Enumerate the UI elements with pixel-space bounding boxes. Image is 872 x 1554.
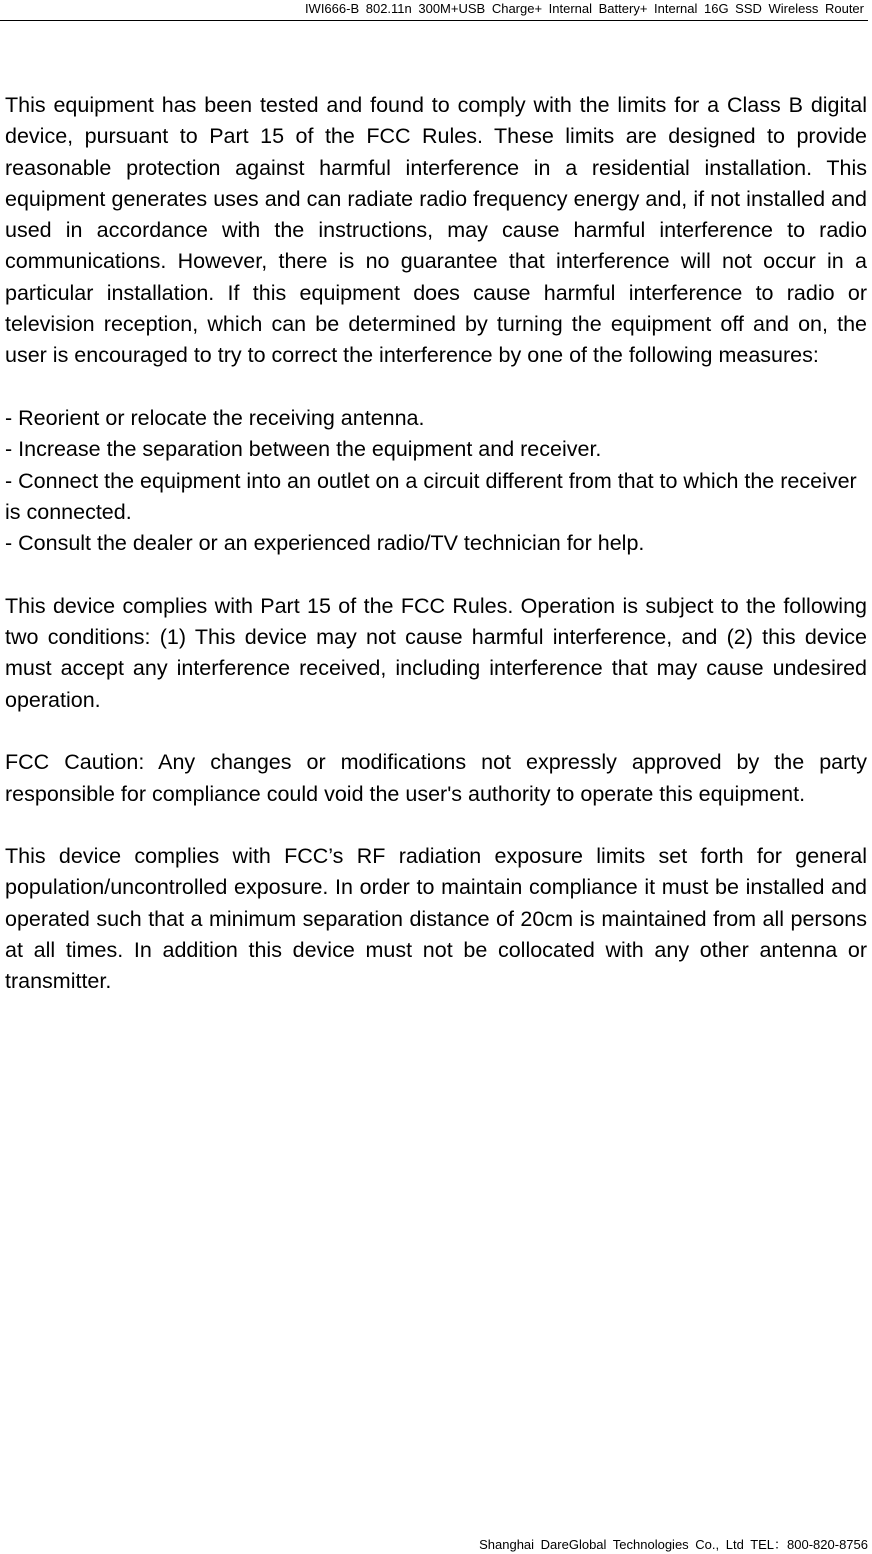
document-body bbox=[5, 90, 867, 1029]
paragraph-rf-exposure: This device complies with FCC’s RF radiation exposure limits set forth for general population/uncontrolled exposure. In order to maintain compliance it must be installed and operated such that a minimum separation distance of 20cm is maintained from all persons at all times. In addition this device must not be collocated with any other antenna or transmitter. bbox=[5, 844, 867, 994]
page-header bbox=[0, 0, 868, 21]
measure-item: - Reorient or relocate the receiving antenna. bbox=[5, 405, 425, 430]
measure-item: - Increase the separation between the equipment and receiver. bbox=[5, 437, 602, 462]
page-footer: Shanghai DareGlobal Technologies Co., Ltd TEL：800-820-8756 bbox=[479, 1537, 868, 1552]
paragraph-fcc-caution: FCC Caution: Any changes or modifications not expressly approved by the party responsible for compliance could void the user's authority to operate this equipment. bbox=[5, 750, 867, 806]
measure-item: - Consult the dealer or an experienced radio/TV technician for help. bbox=[5, 531, 645, 556]
paragraph-part-15-conditions: This device complies with Part 15 of the FCC Rules. Operation is subject to the following two conditions: (1) This device may not cause harmful interference, and (2) this device must accept any interference received, including interference that may cause undesired operation. bbox=[5, 593, 867, 712]
measures-list bbox=[5, 403, 867, 559]
header-title: IWI666-B 802.11n 300M+USB Charge+ Internal Battery+ Internal 16G SSD Wireless Router bbox=[304, 1, 864, 16]
measure-item: - Connect the equipment into an outlet on a circuit different from that to which the receiver is connected. bbox=[5, 468, 857, 524]
paragraph-class-b-compliance: This equipment has been tested and found to comply with the limits for a Class B digital device, pursuant to Part 15 of the FCC Rules. These limits are designed to provide reasonable protection against harmful interference in a residential installation. This equipment generates uses and can radiate radio frequency energy and, if not installed and used in accordance with the instructions, may cause harmful interference to radio communications. However, there is no guarantee that interference will not occur in a particular installation. If this equipment does cause harmful interference to radio or television reception, which can be determined by turning the equipment off and on, the user is encouraged to try to correct the interference by one of the following measures: bbox=[5, 93, 867, 368]
